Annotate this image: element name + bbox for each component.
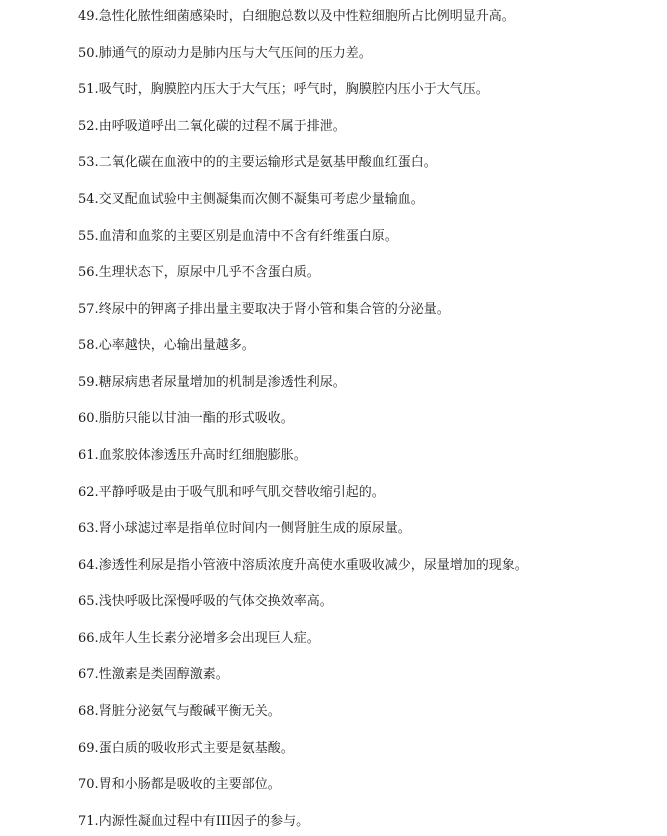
item-number: 56. (78, 265, 99, 280)
statement-item (78, 629, 320, 649)
item-text: 渗透性利尿是指小管液中溶质浓度升高使水重吸收减少，尿量增加的现象。 (98, 558, 528, 573)
item-text: 成年人生长素分泌增多会出现巨人症。 (98, 631, 320, 646)
item-number: 60. (78, 411, 99, 426)
statement-item (78, 556, 528, 576)
item-number: 59. (78, 375, 99, 390)
statement-item (78, 373, 346, 393)
item-text: 生理状态下，原尿中几乎不含蛋白质。 (98, 265, 320, 280)
item-number: 71. (78, 814, 99, 829)
statement-item (78, 446, 307, 466)
item-number: 61. (78, 448, 99, 463)
statement-item (78, 7, 515, 27)
item-number: 70. (78, 777, 99, 792)
item-number: 51. (78, 82, 99, 97)
item-text: 肾小球滤过率是指单位时间内一侧肾脏生成的原尿量。 (98, 521, 411, 536)
item-text: 血浆胶体渗透压升高时红细胞膨胀。 (98, 448, 307, 463)
item-number: 63. (78, 521, 99, 536)
item-text: 终尿中的钾离子排出量主要取决于肾小管和集合管的分泌量。 (98, 302, 450, 317)
item-number: 69. (78, 741, 99, 756)
item-number: 57. (78, 302, 99, 317)
statement-item (78, 812, 309, 832)
statement-item (78, 483, 385, 503)
item-number: 66. (78, 631, 99, 646)
item-number: 49. (78, 9, 99, 24)
item-number: 62. (78, 485, 99, 500)
item-text: 脂肪只能以甘油一酯的形式吸收。 (98, 411, 294, 426)
statement-item (78, 336, 255, 356)
item-number: 65. (78, 594, 99, 609)
item-text: 蛋白质的吸收形式主要是氨基酸。 (98, 741, 294, 756)
item-text: 由呼吸道呼出二氧化碳的过程不属于排泄。 (98, 119, 346, 134)
statement-item (78, 227, 398, 247)
item-text: 肺通气的原动力是肺内压与大气压间的压力差。 (98, 46, 372, 61)
item-text: 肾脏分泌氨气与酸碱平衡无关。 (98, 704, 281, 719)
statement-item (78, 300, 450, 320)
item-text: 吸气时，胸膜腔内压大于大气压；呼气时，胸膜腔内压小于大气压。 (98, 82, 489, 97)
item-number: 67. (78, 667, 99, 682)
statement-item (78, 80, 489, 100)
statement-item (78, 775, 281, 795)
item-number: 58. (78, 338, 99, 353)
statement-item (78, 409, 294, 429)
item-number: 68. (78, 704, 99, 719)
statement-item (78, 263, 320, 283)
item-text: 急性化脓性细菌感染时，白细胞总数以及中性粒细胞所占比例明显升高。 (98, 9, 515, 24)
item-text: 浅快呼吸比深慢呼吸的气体交换效率高。 (98, 594, 333, 609)
item-text: 心率越快，心输出量越多。 (98, 338, 255, 353)
item-text: 性激素是类固醇激素。 (98, 667, 229, 682)
item-number: 53. (78, 155, 99, 170)
item-text: 交叉配血试验中主侧凝集而次侧不凝集可考虑少量输血。 (98, 192, 424, 207)
item-number: 64. (78, 558, 99, 573)
item-number: 55. (78, 229, 99, 244)
item-number: 54. (78, 192, 99, 207)
statement-item (78, 519, 411, 539)
item-text: 胃和小肠都是吸收的主要部位。 (98, 777, 281, 792)
statement-item (78, 117, 346, 137)
statement-item (78, 592, 333, 612)
item-number: 52. (78, 119, 99, 134)
item-text: 内源性凝血过程中有III因子的参与。 (98, 814, 310, 829)
statement-item (78, 702, 281, 722)
item-text: 糖尿病患者尿量增加的机制是渗透性利尿。 (98, 375, 346, 390)
item-text: 平静呼吸是由于吸气肌和呼气肌交替收缩引起的。 (98, 485, 385, 500)
statement-item (78, 665, 229, 685)
statement-item (78, 44, 372, 64)
item-text: 血清和血浆的主要区别是血清中不含有纤维蛋白原。 (98, 229, 398, 244)
statement-item (78, 190, 424, 210)
statement-item (78, 739, 294, 759)
statement-item (78, 153, 437, 173)
item-text: 二氧化碳在血液中的的主要运输形式是氨基甲酸血红蛋白。 (98, 155, 437, 170)
item-number: 50. (78, 46, 99, 61)
